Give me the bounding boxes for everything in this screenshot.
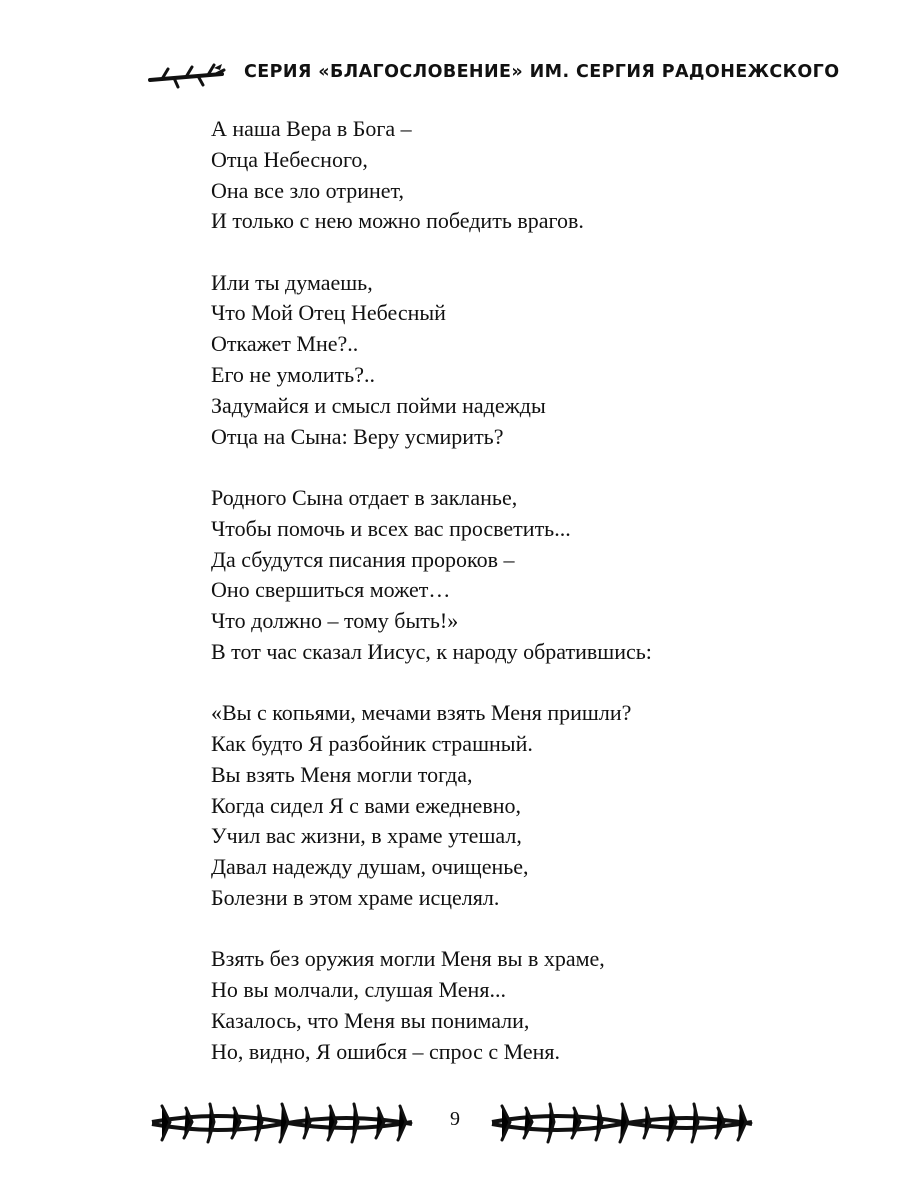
poem-line: Оно свершиться может… (211, 577, 451, 603)
stanza (211, 483, 771, 668)
poem-line: Отца на Сына: Веру усмирить? (211, 423, 504, 449)
poem-line: Но вы молчали, слушая Меня... (211, 977, 506, 1003)
poem-line: Отца Небесного, (211, 146, 368, 172)
poem-line: Или ты думаешь, (211, 269, 373, 295)
poem-line: Но, видно, Я ошибся – спрос с Меня. (211, 1038, 561, 1064)
poem-line: Чтобы помочь и всех вас просветить... (211, 515, 571, 541)
poem-line: Родного Сына отдает в закланье, (211, 484, 518, 510)
poem-line: Давал надежду душам, очищенье, (211, 854, 529, 880)
poem-line: «Вы с копьями, мечами взять Меня пришли? (211, 700, 632, 726)
thorn-branch-icon (148, 60, 228, 90)
poem-line: Его не умолить?.. (211, 362, 375, 388)
page-number: 9 (450, 1108, 460, 1130)
poem-line: Вы взять Меня могли тогда, (211, 761, 473, 787)
poem-line: В тот час сказал Иисус, к народу обратившись: (211, 638, 652, 664)
stanza (211, 114, 771, 237)
crown-of-thorns-icon (148, 1096, 416, 1148)
poem-line: И только с нею можно победить врагов. (211, 208, 584, 234)
poem-line: Как будто Я разбойник страшный. (211, 731, 533, 757)
poem-line: Что Мой Отец Небесный (211, 300, 446, 326)
poem-line: Болезни в этом храме исцелял. (211, 885, 500, 911)
poem-line: Откажет Мне?.. (211, 331, 359, 357)
poem-body (211, 114, 771, 1098)
poem-line: Да сбудутся писания пророков – (211, 546, 515, 572)
crown-of-thorns-icon (488, 1096, 756, 1148)
poem-line: Когда сидел Я с вами ежедневно, (211, 792, 521, 818)
page-footer (0, 1092, 900, 1152)
poem-line: Взять без оружия могли Меня вы в храме, (211, 946, 605, 972)
series-title: СЕРИЯ «БЛАГОСЛОВЕНИЕ» ИМ. СЕРГИЯ РАДОНЕЖСКОГО (244, 62, 840, 82)
poem-line: Что должно – тому быть!» (211, 608, 459, 634)
poem-line: Она все зло отринет, (211, 177, 405, 203)
poem-line: Задумайся и смысл пойми надежды (211, 392, 546, 418)
stanza (211, 698, 771, 914)
poem-line: Казалось, что Меня вы понимали, (211, 1007, 530, 1033)
page-header (148, 58, 840, 94)
stanza (211, 944, 771, 1067)
stanza (211, 268, 771, 453)
poem-line: А наша Вера в Бога – (211, 116, 412, 141)
poem-line: Учил вас жизни, в храме утешал, (211, 823, 522, 849)
